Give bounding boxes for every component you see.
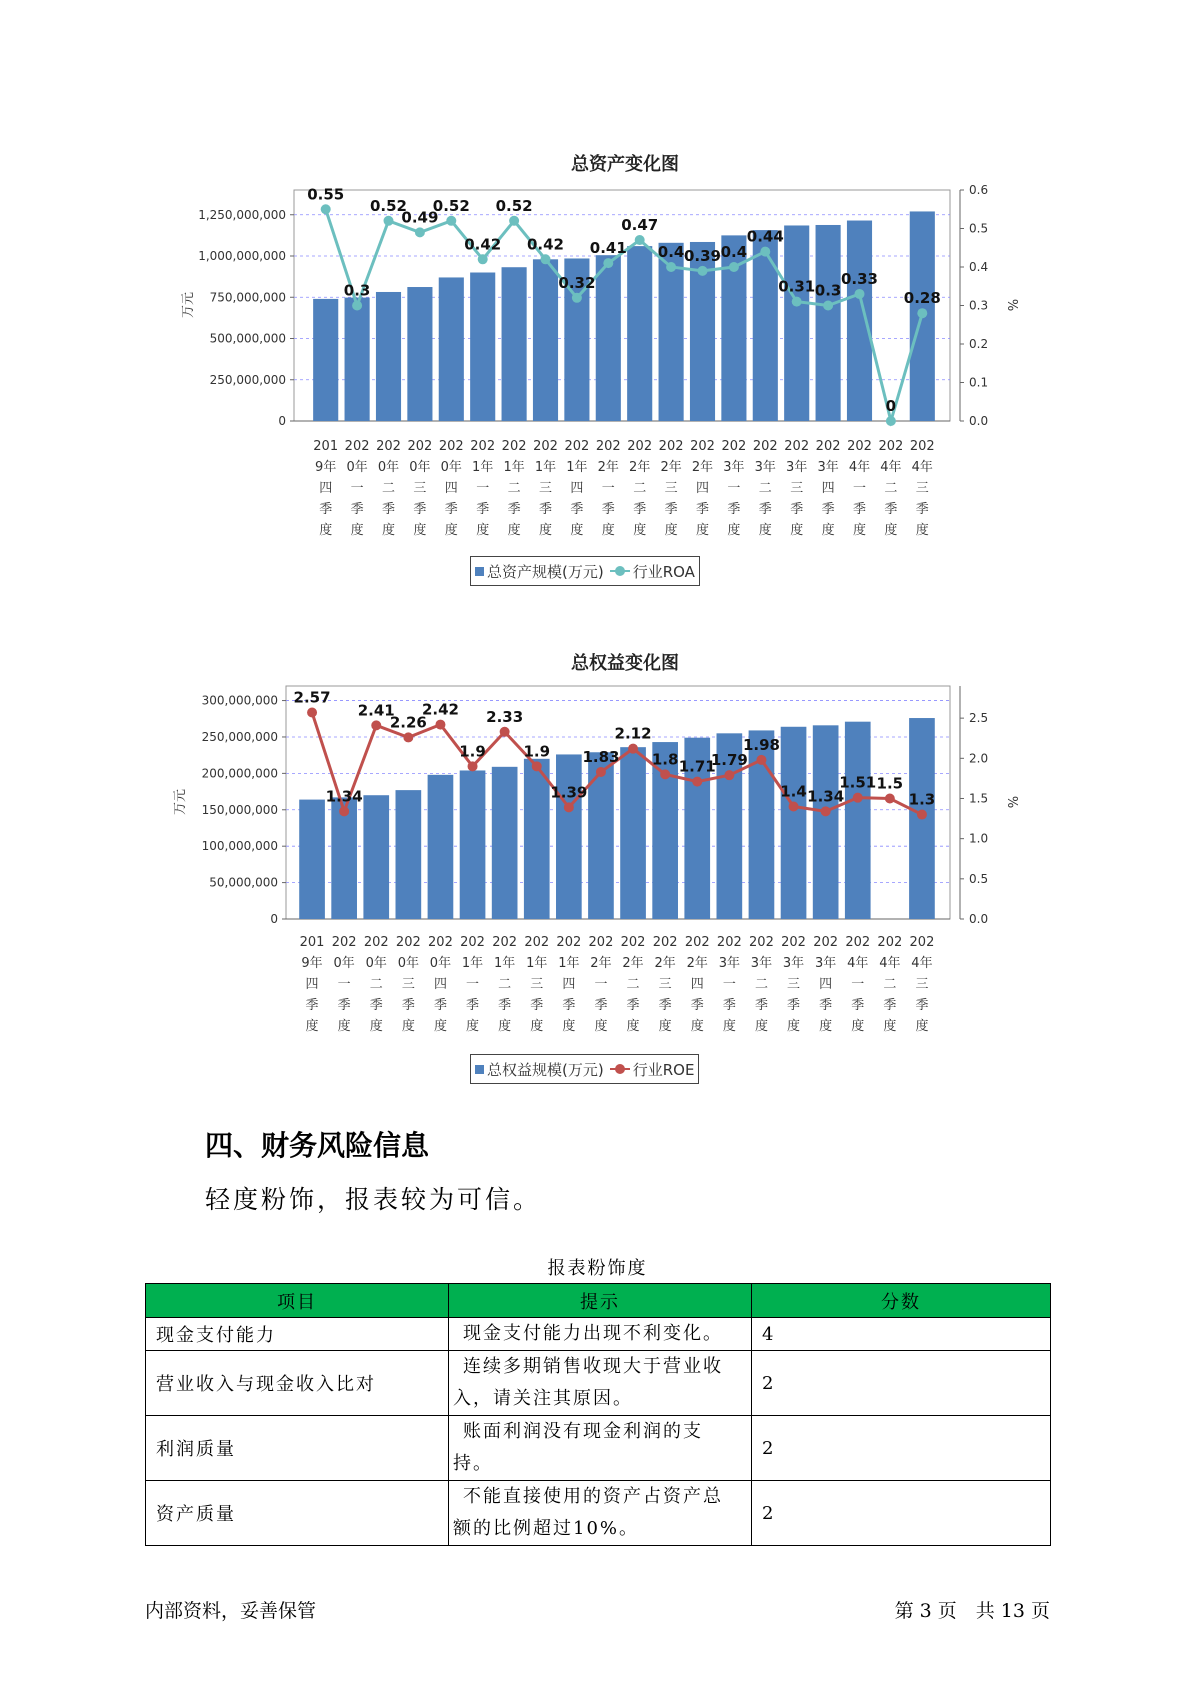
row-item: 现金支付能力 — [146, 1318, 449, 1351]
bar — [363, 795, 389, 919]
y-tick-label: 0 — [278, 414, 286, 428]
line-point — [435, 720, 445, 730]
risk-summary: 轻度粉饰，报表较为可信。 — [205, 1185, 542, 1214]
y-tick-label: 250,000,000 — [209, 372, 286, 387]
row-item: 营业收入与现金收入比对 — [146, 1351, 449, 1416]
y2-tick-label: 0.5 — [969, 221, 989, 236]
y2-tick-label: 0.4 — [969, 260, 989, 274]
y2-tick-label: 0.2 — [969, 337, 989, 351]
data-label: 1.98 — [742, 735, 780, 754]
bar — [781, 727, 807, 919]
data-label: 1.5 — [876, 774, 904, 793]
table-row — [146, 1351, 1051, 1416]
data-label: 2.33 — [486, 707, 524, 726]
y-axis-title: 万元 — [173, 788, 188, 816]
x-tick-label: 202 2年四季度 — [684, 935, 710, 1034]
line-point — [596, 767, 606, 777]
header-tip: 提示 — [449, 1284, 752, 1318]
chart-title-total-assets: 总资产变化图 — [571, 154, 679, 175]
row-tip: 现金支付能力出现不利变化。 — [449, 1318, 752, 1351]
x-tick-label: 202 3年一季度 — [716, 935, 742, 1034]
x-tick-label: 202 1年二季度 — [492, 935, 518, 1034]
x-tick-label: 201 9年四季度 — [299, 935, 325, 1034]
table-header-row — [146, 1284, 1051, 1318]
y2-tick-label: 0.0 — [969, 414, 989, 428]
x-tick-label: 202 0年四季度 — [438, 439, 464, 538]
data-label: 1.4 — [780, 782, 807, 801]
data-label: 2.26 — [389, 713, 427, 732]
x-tick-label: 202 2年三季度 — [658, 439, 684, 538]
data-label: 1.34 — [807, 787, 845, 806]
data-label: 0.49 — [401, 208, 439, 227]
x-tick-label: 202 1年一季度 — [470, 439, 496, 538]
data-label: 0.41 — [589, 239, 627, 258]
data-label: 2.42 — [421, 700, 459, 719]
data-label: 0.3 — [343, 281, 371, 300]
x-tick-label: 202 3年三季度 — [781, 935, 806, 1034]
bar — [813, 725, 839, 919]
line-point — [724, 770, 734, 780]
x-tick-label: 202 3年一季度 — [721, 439, 747, 538]
y-axis-title: 万元 — [181, 291, 196, 319]
chart-title-total-equity: 总权益变化图 — [571, 653, 679, 674]
x-tick-label: 202 0年四季度 — [428, 935, 453, 1034]
table-row — [146, 1481, 1051, 1546]
footer-note: 内部资料，妥善保管 — [145, 1600, 317, 1622]
x-tick-label: 202 1年一季度 — [460, 935, 485, 1034]
x-tick-label: 202 2年二季度 — [620, 935, 646, 1034]
x-tick-label: 202 3年二季度 — [752, 439, 778, 538]
data-label: 1.51 — [839, 773, 877, 792]
data-label: 2.12 — [614, 724, 652, 743]
y2-tick-label: 0.0 — [969, 912, 989, 926]
data-label: 1.8 — [651, 750, 679, 769]
x-tick-label: 202 0年二季度 — [376, 439, 401, 538]
data-label: 0.39 — [683, 246, 722, 265]
data-label: 0 — [885, 397, 897, 415]
data-label: 2.41 — [357, 701, 395, 720]
bar — [620, 747, 646, 919]
x-tick-label: 202 2年二季度 — [627, 439, 653, 538]
line-point — [660, 769, 670, 779]
y-tick-label: 1,250,000,000 — [198, 207, 286, 222]
data-label: 0.52 — [369, 196, 408, 215]
y-tick-label: 300,000,000 — [201, 693, 278, 708]
y2-tick-label: 1.0 — [969, 831, 989, 846]
page-number: 第 3 页 共 13 页 — [894, 1600, 1050, 1622]
data-label: 0.32 — [558, 273, 596, 292]
y-tick-label: 200,000,000 — [201, 766, 278, 781]
y-tick-label: 250,000,000 — [201, 729, 278, 744]
y-tick-label: 100,000,000 — [201, 839, 278, 854]
line-point — [307, 708, 317, 718]
data-label: 0.28 — [903, 289, 941, 308]
data-label: 0.42 — [526, 235, 565, 254]
bar — [428, 775, 454, 919]
legend-label-roe: 行业ROE — [632, 1060, 695, 1079]
x-tick-label: 202 1年三季度 — [524, 935, 550, 1034]
data-label: 0.4 — [657, 243, 685, 261]
y2-tick-label: 0.5 — [969, 871, 989, 886]
line-point — [917, 810, 927, 820]
data-label: 1.71 — [678, 757, 716, 776]
legend-label-assets: 总资产规模(万元) — [487, 562, 604, 581]
row-score: 4 — [752, 1318, 1051, 1351]
x-tick-label: 202 2年一季度 — [595, 439, 621, 538]
legend-line-swatch — [610, 1064, 630, 1074]
data-label: 0.52 — [495, 196, 533, 215]
data-label: 0.3 — [814, 281, 842, 300]
x-tick-label: 202 3年三季度 — [784, 439, 810, 538]
section-title: 四、财务风险信息 — [205, 1129, 430, 1162]
line-point — [468, 761, 478, 771]
data-label: 1.9 — [523, 742, 551, 761]
y2-tick-label: 0.1 — [969, 375, 989, 390]
y-tick-label: 500,000,000 — [209, 331, 286, 346]
x-tick-label: 202 2年四季度 — [690, 439, 715, 538]
data-label: 0.55 — [307, 185, 345, 204]
data-label: 0.4 — [720, 243, 748, 261]
x-tick-label: 202 0年三季度 — [395, 935, 421, 1034]
legend-label-equity: 总权益规模(万元) — [487, 1060, 604, 1079]
header-item: 项目 — [146, 1284, 449, 1318]
y-tick-label: 50,000,000 — [209, 875, 278, 890]
data-label: 1.9 — [459, 742, 486, 761]
y2-tick-label: 0.6 — [969, 183, 989, 197]
bar — [845, 722, 871, 919]
line-point — [564, 802, 574, 812]
x-tick-label: 202 1年三季度 — [533, 439, 558, 538]
bar — [524, 759, 550, 919]
y-tick-label: 750,000,000 — [209, 290, 286, 305]
x-tick-label: 202 4年二季度 — [878, 439, 904, 538]
x-tick-label: 201 9年四季度 — [313, 439, 339, 538]
row-score: 2 — [752, 1481, 1051, 1546]
legend-bar-swatch — [475, 1065, 484, 1074]
x-tick-label: 202 3年二季度 — [749, 935, 774, 1034]
row-item: 利润质量 — [146, 1416, 449, 1481]
x-tick-label: 202 4年一季度 — [847, 439, 872, 538]
line-point — [403, 732, 413, 742]
table-caption: 报表粉饰度 — [547, 1258, 648, 1279]
data-label: 1.83 — [582, 747, 620, 766]
y2-tick-label: 0.3 — [969, 298, 989, 313]
data-label: 1.3 — [908, 790, 936, 809]
data-label: 1.79 — [710, 751, 748, 770]
x-tick-label: 202 4年三季度 — [909, 439, 935, 538]
x-tick-label: 202 0年三季度 — [407, 439, 433, 538]
line-point — [500, 727, 510, 737]
table-row — [146, 1318, 1051, 1351]
y2-tick-label: 1.5 — [969, 791, 989, 806]
line-point — [339, 806, 349, 816]
x-tick-label: 202 0年二季度 — [363, 935, 389, 1034]
x-tick-label: 202 0年一季度 — [331, 935, 357, 1034]
bar — [460, 770, 486, 919]
y-tick-label: 150,000,000 — [201, 802, 278, 817]
bar — [556, 754, 582, 919]
data-label: 1.39 — [550, 783, 588, 802]
line-point — [885, 793, 895, 803]
x-tick-label: 202 4年一季度 — [845, 935, 871, 1034]
chart-legend-total-equity — [470, 1054, 699, 1084]
data-label: 1.34 — [325, 787, 363, 806]
data-label: 0.44 — [746, 227, 784, 246]
row-score: 2 — [752, 1351, 1051, 1416]
bar — [492, 767, 518, 919]
line-point — [692, 777, 702, 787]
x-tick-label: 202 1年二季度 — [501, 439, 527, 538]
table-row — [146, 1416, 1051, 1481]
bar — [396, 790, 422, 919]
line-point — [853, 793, 863, 803]
row-tip: 连续多期销售收现大于营业收入，请关注其原因。 — [449, 1351, 752, 1416]
line-point — [371, 720, 381, 730]
x-tick-label: 202 2年一季度 — [588, 935, 614, 1034]
line-point — [532, 761, 542, 771]
y2-axis-title: % — [1004, 298, 1019, 312]
y2-axis-title: % — [1004, 795, 1019, 809]
bar — [299, 800, 325, 919]
data-label: 2.57 — [293, 688, 331, 707]
y2-tick-label: 2.0 — [969, 751, 989, 766]
data-label: 0.42 — [464, 235, 502, 254]
row-tip: 账面利润没有现金利润的支持。 — [449, 1416, 752, 1481]
line-point — [789, 802, 799, 812]
line-point — [628, 744, 638, 754]
data-label: 0.47 — [621, 216, 659, 235]
row-score: 2 — [752, 1416, 1051, 1481]
x-tick-label: 202 2年三季度 — [652, 935, 678, 1034]
y-tick-label: 0 — [270, 912, 278, 926]
x-tick-label: 202 1年四季度 — [564, 439, 590, 538]
data-label: 0.52 — [432, 196, 470, 215]
data-label: 0.31 — [778, 277, 816, 296]
header-score: 分数 — [752, 1284, 1051, 1318]
x-tick-label: 202 4年三季度 — [909, 935, 935, 1034]
data-label: 0.33 — [840, 269, 879, 288]
y-tick-label: 1,000,000,000 — [198, 249, 286, 263]
line-point — [821, 806, 831, 816]
x-tick-label: 202 4年二季度 — [877, 935, 903, 1034]
x-tick-label: 202 1年四季度 — [556, 935, 582, 1034]
row-tip: 不能直接使用的资产占资产总额的比例超过10%。 — [449, 1481, 752, 1546]
x-tick-label: 202 3年四季度 — [815, 439, 841, 538]
legend-label-roa: 行业ROA — [632, 562, 695, 581]
bar — [588, 752, 614, 919]
x-tick-label: 202 3年四季度 — [813, 935, 839, 1034]
x-tick-label: 202 0年一季度 — [344, 439, 370, 538]
row-item: 资产质量 — [146, 1481, 449, 1546]
risk-table — [145, 1283, 1051, 1546]
line-point — [756, 755, 766, 765]
y2-tick-label: 2.5 — [969, 711, 989, 726]
